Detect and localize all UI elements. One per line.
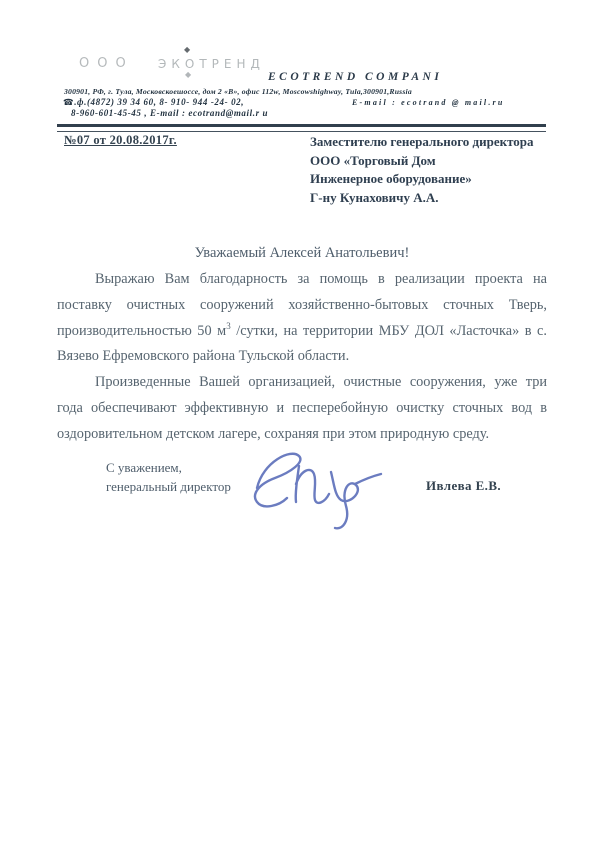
paragraph-1-text-cont: /сутки, на территории МБУ ДОЛ «Ласточка» в с. Вязево Ефремовского района Тульской области. [57,322,547,365]
phone-icon: ☎ [63,98,75,108]
paragraph-2: Произведенные Вашей организацией, очистные сооружения, уже три года обеспечивают эффективную и песперебойную очистку сточных вод в оздоровительном детском лагере, сохраняя при этом природную среду. [57,374,547,442]
paragraph-1 [57,267,547,370]
recipient-line: Инженерное оборудование» [310,171,472,186]
signature-name: Ивлева Е.В. [426,478,502,493]
phone-numbers: .ф.(4872) 39 34 60, 8- 910- 944 -24- 02, [74,97,245,107]
logo-ooo-text: ООО [79,56,134,71]
handwritten-signature [243,444,393,534]
logo-diamond-bottom-icon: ◆ [185,70,192,79]
logo-brand-text: ЭКОТРЕНД [158,57,265,71]
company-address: 300901, РФ, г. Тула, Московскоешоссе, дом 2 «В», офис 112w, Moscowshighway, Tula,300901,Russia [64,87,412,96]
letterhead-divider [57,124,546,132]
email-address: E-mail : ecotrand @ mail.ru [352,98,505,107]
signoff-regards: С уважением, [106,460,182,475]
recipient-line: ООО «Торговый Дом [310,152,436,168]
recipient-line: Г-ну Кунаховичу А.А. [310,189,439,205]
recipient-block [310,133,534,207]
salutation: Уважаемый Алексей Анатольевич! [194,245,410,261]
phone-line-1 [63,97,244,108]
reference-number-date: №07 от 20.08.2017г. [64,133,177,147]
letter-body [57,267,547,448]
recipient-line: Заместителю генерального директора [310,134,534,149]
signoff-title: генеральный директор [106,479,231,494]
paragraph-1-text: Выражаю Вам благодарность за помощь в реализации проекта на поставку очистных сооружений хозяйственно-бытовых сточных Тверь, производительностью 50 м [57,271,547,339]
logo-diamond-top-icon: ◆ [184,45,191,54]
cubic-meter-superscript: 3 [226,320,231,331]
company-name-english: ECOTREND COMPANI [268,71,443,83]
phone-line-2: 8-960-601-45-45 , E-mail : ecotrand@mail.r u [71,108,269,118]
